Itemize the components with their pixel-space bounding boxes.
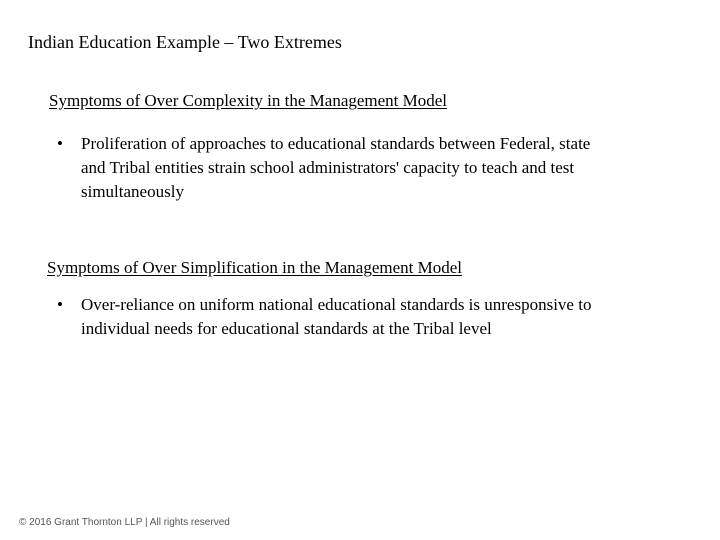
- list-item: [57, 132, 617, 204]
- bullet-list-over-complexity: [57, 132, 617, 204]
- footer-copyright: © 2016 Grant Thornton LLP | All rights reserved: [19, 517, 230, 528]
- bullet-icon: •: [57, 134, 63, 153]
- bullet-text: Proliferation of approaches to educational standards between Federal, state and Tribal entities strain school administrators' capacity to teach and test simultaneously: [81, 134, 591, 201]
- slide-title: Indian Education Example – Two Extremes: [28, 32, 342, 52]
- section-heading-over-complexity: Symptoms of Over Complexity in the Management Model: [49, 91, 448, 110]
- section-heading-over-simplification: Symptoms of Over Simplification in the Management Model: [47, 258, 463, 277]
- bullet-icon: •: [57, 295, 63, 314]
- bullet-list-over-simplification: [57, 293, 617, 341]
- list-item: [57, 293, 617, 341]
- bullet-text: Over-reliance on uniform national educational standards is unresponsive to individual needs for educational standards at the Tribal level: [81, 295, 592, 338]
